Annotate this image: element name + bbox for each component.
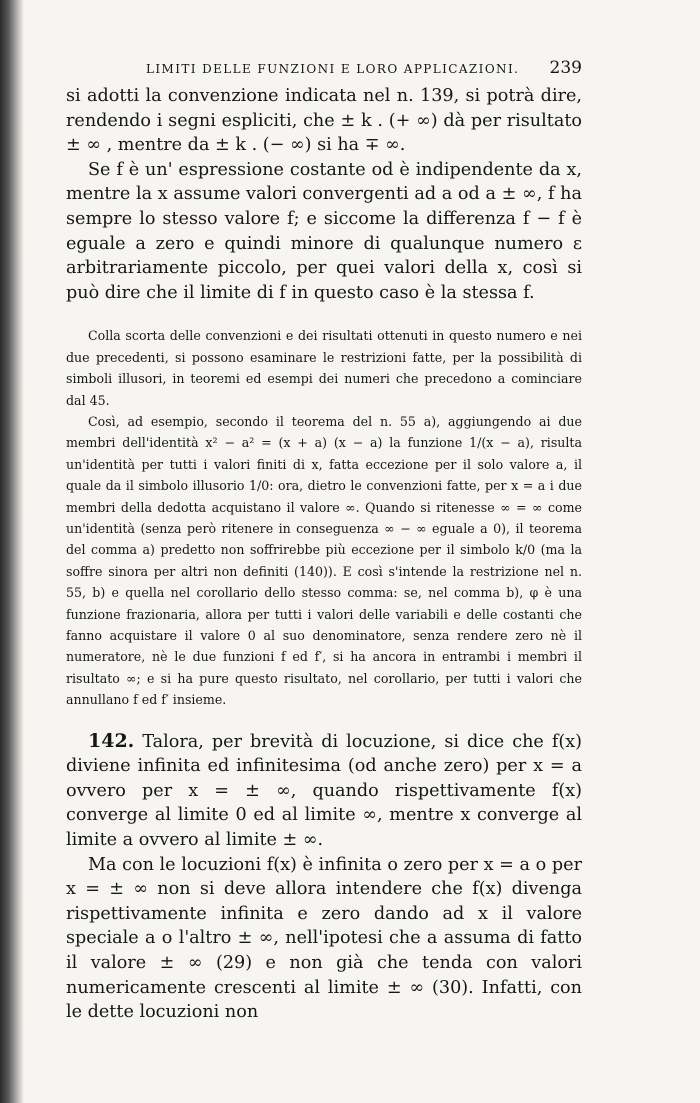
page-header — [66, 58, 582, 78]
section-142-text-1: Talora, per brevità di locuzione, si dice che f(x) diviene infinita ed infinitesima (od anche zero) per x = a ovvero per x = ± ∞, quando rispettivamente f(x) converge al limite 0 ed al limite ∞, mentre x converge al limite a ovvero al limite ± ∞. — [66, 731, 583, 851]
section-number: 142. — [88, 729, 135, 752]
section-142-paragraph-1 — [66, 729, 582, 853]
section-142-paragraph-2: Ma con le locuzioni f(x) è infinita o zero per x = a o per x = ± ∞ non si deve allora intendere che f(x) divenga rispettivamente infinita e zero dando ad x il valore speciale a o l'altro ± ∞, nell'ipotesi che a assuma di fatto il valore ± ∞ (29) e non già che tenda con valori numericamente crescenti al limite ± ∞ (30). Infatti, con le dette locuzioni non — [66, 854, 582, 1023]
note-paragraph-1: Colla scorta delle convenzioni e dei risultati ottenuti in questo numero e nei due precedenti, si possono esaminare le restrizioni fatte, per la possibilità di simboli illusori, in teoremi ed esempi dei numeri che precedono a cominciare dal 45. — [66, 328, 582, 408]
note-paragraph-2: Così, ad esempio, secondo il teorema del n. 55 a), aggiungendo ai due membri dell'identità x² − a² = (x + a) (x − a) la funzione 1/(x − a), risulta un'identità per tutti i valori finiti di x, fatta eccezione per il solo valore a, il quale da il simbolo illusorio 1/0: ora, dietro le convenzioni fatte, per x = a i due membri della dedotta acquistano il valore ∞. Quando si ritenesse ∞ = ∞ come un'identità (senza però ritenere in conseguenza ∞ − ∞ eguale a 0), il teorema del comma a) predetto non soffrirebbe più eccezione per il simbolo k/0 (ma la soffre sinora per altri non definiti (140)). E così s'intende la restrizione nel n. 55, b) e quella nel corollario dello stesso comma: se, nel comma b), φ è una funzione frazionaria, allora per tutti i valori delle variabili e delle costanti che fanno acquistare il valore 0 al suo denominatore, senza rendere zero nè il numeratore, nè le due funzioni f ed f′, si ha ancora in entrambi i membri il risultato ∞; e si ha pure questo risultato, nel corollario, per tutti i valori che annullano f ed f′ insieme. — [66, 413, 582, 708]
paragraph-continuation: si adotti la convenzione indicata nel n. 139, si potrà dire, rendendo i segni espliciti, che ± k . (+ ∞) dà per risultato ± ∞ , mentre da ± k . (− ∞) si ha ∓ ∞. — [66, 86, 582, 156]
book-binding-shadow — [0, 0, 24, 1103]
note-block — [66, 325, 582, 710]
page — [66, 58, 582, 1025]
page-number: 239 — [549, 58, 582, 78]
paragraph-constant-expression: Se f è un' espressione costante od è indipendente da x, mentre la x assume valori convergenti ad a od a ± ∞, f ha sempre lo stesso valore f; e siccome la differenza f − f è eguale a zero e quindi minore di qualunque numero ε arbitrariamente piccolo, per quei valori della x, così si può dire che il limite di f in questo caso è la stessa f. — [66, 159, 582, 303]
running-head: LIMITI DELLE FUNZIONI E LORO APPLICAZIONI. — [146, 62, 520, 76]
